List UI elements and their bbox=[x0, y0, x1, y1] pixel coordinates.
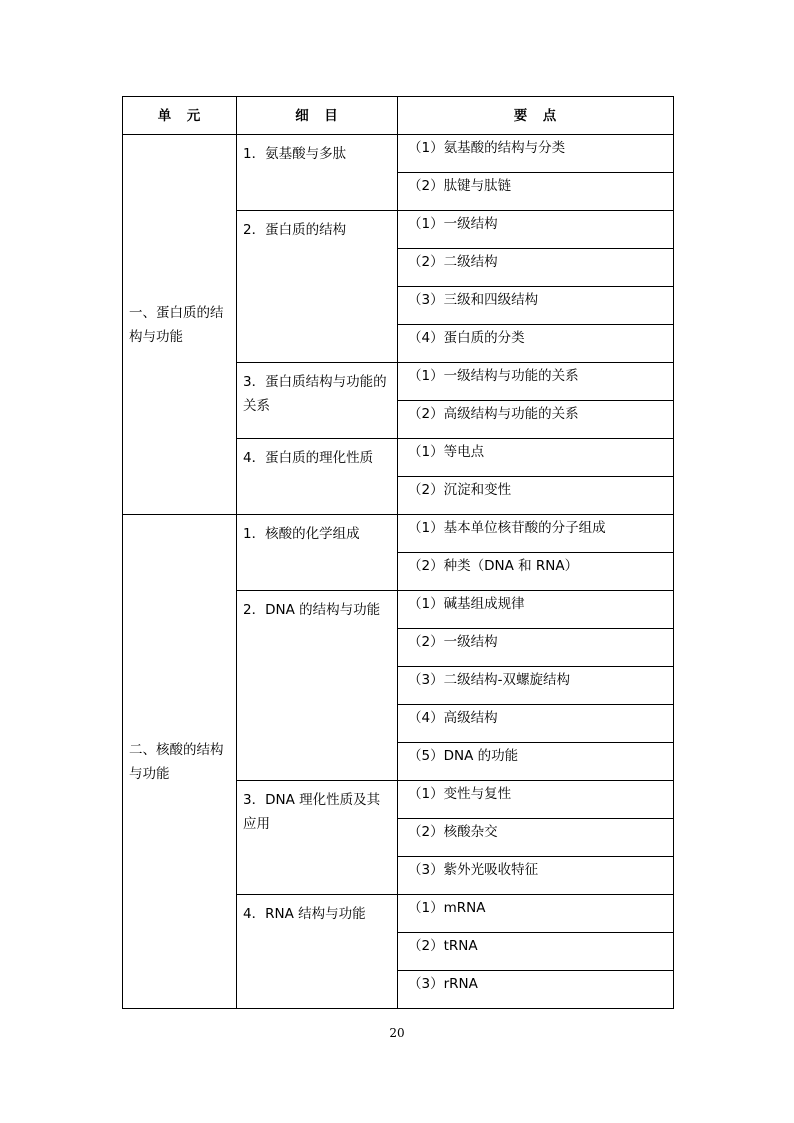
point-cell bbox=[398, 705, 674, 743]
point-text: （2）核酸杂交 bbox=[408, 824, 498, 840]
item-cell bbox=[237, 211, 398, 363]
point-cell bbox=[398, 401, 674, 439]
item-title: 1．氨基酸与多肽 bbox=[243, 146, 347, 162]
table-body bbox=[123, 135, 674, 1009]
point-text: （2）沉淀和变性 bbox=[408, 482, 512, 498]
item-title: 4．RNA 结构与功能 bbox=[243, 906, 366, 922]
item-cell bbox=[237, 363, 398, 439]
point-text: （2）肽键与肽链 bbox=[408, 178, 512, 194]
point-cell bbox=[398, 781, 674, 819]
point-cell bbox=[398, 211, 674, 249]
point-text: （2）种类（DNA 和 RNA） bbox=[408, 558, 579, 574]
header-unit: 单 元 bbox=[123, 97, 237, 135]
point-cell bbox=[398, 857, 674, 895]
point-cell bbox=[398, 173, 674, 211]
item-title: 4．蛋白质的理化性质 bbox=[243, 450, 374, 466]
point-cell bbox=[398, 971, 674, 1009]
page-number: 20 bbox=[389, 1026, 405, 1040]
point-text: （3）rRNA bbox=[408, 976, 478, 992]
point-cell bbox=[398, 249, 674, 287]
item-cell bbox=[237, 439, 398, 515]
point-cell bbox=[398, 515, 674, 553]
point-text: （4）高级结构 bbox=[408, 710, 498, 726]
point-text: （3）紫外光吸收特征 bbox=[408, 862, 539, 878]
point-text: （1）基本单位核苷酸的分子组成 bbox=[408, 520, 606, 536]
point-cell bbox=[398, 629, 674, 667]
syllabus-table bbox=[122, 96, 674, 1009]
point-cell bbox=[398, 667, 674, 705]
item-title: 2．蛋白质的结构 bbox=[243, 222, 347, 238]
header-item: 细 目 bbox=[237, 97, 398, 135]
point-text: （1）碱基组成规律 bbox=[408, 596, 525, 612]
point-cell bbox=[398, 477, 674, 515]
point-text: （5）DNA 的功能 bbox=[408, 748, 519, 764]
point-text: （2）二级结构 bbox=[408, 254, 498, 270]
point-cell bbox=[398, 819, 674, 857]
point-cell bbox=[398, 287, 674, 325]
item-cell bbox=[237, 781, 398, 895]
point-cell bbox=[398, 895, 674, 933]
item-title: 3．DNA 理化性质及其应用 bbox=[243, 792, 381, 832]
point-cell bbox=[398, 553, 674, 591]
point-text: （2）高级结构与功能的关系 bbox=[408, 406, 579, 422]
point-text: （2）一级结构 bbox=[408, 634, 498, 650]
point-cell bbox=[398, 439, 674, 477]
header-point: 要 点 bbox=[398, 97, 674, 135]
table-row bbox=[123, 135, 674, 173]
point-text: （1）等电点 bbox=[408, 444, 485, 460]
point-text: （1）一级结构与功能的关系 bbox=[408, 368, 579, 384]
point-cell bbox=[398, 363, 674, 401]
point-text: （1）变性与复性 bbox=[408, 786, 512, 802]
point-cell bbox=[398, 743, 674, 781]
point-text: （2）tRNA bbox=[408, 938, 478, 954]
item-title: 2．DNA 的结构与功能 bbox=[243, 602, 381, 618]
point-cell bbox=[398, 325, 674, 363]
table-row bbox=[123, 515, 674, 553]
point-text: （1）一级结构 bbox=[408, 216, 498, 232]
item-cell bbox=[237, 895, 398, 1009]
item-title: 3．蛋白质结构与功能的关系 bbox=[243, 374, 387, 414]
item-cell bbox=[237, 515, 398, 591]
point-cell bbox=[398, 135, 674, 173]
point-text: （3）二级结构-双螺旋结构 bbox=[408, 672, 570, 688]
item-cell bbox=[237, 135, 398, 211]
point-text: （1）mRNA bbox=[408, 900, 486, 916]
point-text: （3）三级和四级结构 bbox=[408, 292, 539, 308]
unit-cell: 一、蛋白质的结构与功能 bbox=[123, 135, 237, 515]
point-text: （4）蛋白质的分类 bbox=[408, 330, 525, 346]
unit-cell: 二、核酸的结构与功能 bbox=[123, 515, 237, 1009]
point-text: （1）氨基酸的结构与分类 bbox=[408, 140, 566, 156]
item-title: 1．核酸的化学组成 bbox=[243, 526, 360, 542]
table-header-row bbox=[123, 97, 674, 135]
point-cell bbox=[398, 933, 674, 971]
item-cell bbox=[237, 591, 398, 781]
point-cell bbox=[398, 591, 674, 629]
